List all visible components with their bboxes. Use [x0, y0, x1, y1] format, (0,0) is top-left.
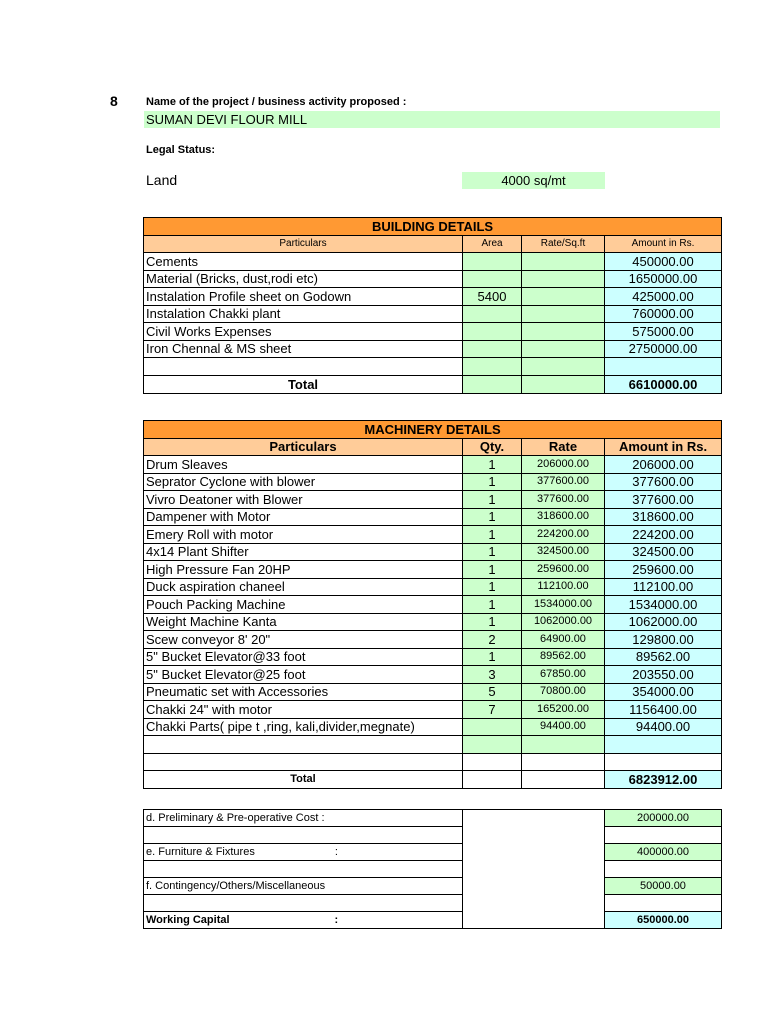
amount-cell: 1534000.00: [605, 596, 722, 614]
amount-cell: 575000.00: [605, 323, 722, 341]
amount-cell: 129800.00: [605, 631, 722, 649]
qty-cell: 1: [463, 561, 522, 579]
contingency-label: f. Contingency/Others/Miscellaneous: [144, 878, 463, 895]
qty-cell: 1: [463, 596, 522, 614]
rate-cell: 112100.00: [522, 578, 605, 596]
qty-cell: 1: [463, 491, 522, 509]
machinery-total-rate: [522, 771, 605, 789]
qty-cell: 2: [463, 631, 522, 649]
col-particulars: Particulars: [144, 438, 463, 456]
table-row: [144, 683, 722, 701]
area-cell: [463, 253, 522, 271]
preliminary-amount: 200000.00: [605, 810, 722, 827]
building-total-rate: [522, 375, 605, 393]
table-row: [144, 736, 722, 754]
amount-cell: 1650000.00: [605, 270, 722, 288]
amount-cell: 377600.00: [605, 473, 722, 491]
amount-cell: 2750000.00: [605, 340, 722, 358]
blank-cell: [605, 861, 722, 878]
furniture-label: e. Furniture & Fixtures: [146, 845, 255, 858]
rate-cell: [522, 270, 605, 288]
amount-cell: 94400.00: [605, 718, 722, 736]
item-number: 8: [110, 93, 118, 109]
particular-cell: Cements: [144, 253, 463, 271]
particular-cell: Pneumatic set with Accessories: [144, 683, 463, 701]
furniture-colon: :: [334, 845, 338, 858]
amount-cell: [605, 736, 722, 754]
table-row: [144, 340, 722, 358]
particular-cell: Dampener with Motor: [144, 508, 463, 526]
amount-cell: 1156400.00: [605, 701, 722, 719]
particular-cell: Duck aspiration chaneel: [144, 578, 463, 596]
area-cell: [463, 358, 522, 376]
rate-cell: 318600.00: [522, 508, 605, 526]
machinery-total-qty: [463, 771, 522, 789]
amount-cell: 1062000.00: [605, 613, 722, 631]
working-capital-colon: :: [334, 913, 339, 926]
table-row: [144, 718, 722, 736]
rate-cell: 165200.00: [522, 701, 605, 719]
table-row: [144, 596, 722, 614]
area-cell: [463, 340, 522, 358]
col-particulars: Particulars: [144, 235, 463, 253]
qty-cell: 1: [463, 473, 522, 491]
project-name: SUMAN DEVI FLOUR MILL: [144, 111, 720, 128]
table-row: [144, 491, 722, 509]
particular-cell: Chakki Parts( pipe t ,ring, kali,divider,megnate): [144, 718, 463, 736]
working-capital-label: Working Capital: [146, 913, 230, 926]
table-row: [144, 753, 722, 771]
rate-cell: 1534000.00: [522, 596, 605, 614]
particular-cell: Chakki 24" with motor: [144, 701, 463, 719]
rate-cell: 324500.00: [522, 543, 605, 561]
table-row: [144, 613, 722, 631]
rate-cell: 67850.00: [522, 666, 605, 684]
table-row: [144, 631, 722, 649]
amount-cell: 89562.00: [605, 648, 722, 666]
table-row: [144, 561, 722, 579]
furniture-row: [144, 844, 463, 861]
rate-cell: 70800.00: [522, 683, 605, 701]
table-row: [144, 305, 722, 323]
amount-cell: 318600.00: [605, 508, 722, 526]
qty-cell: 1: [463, 508, 522, 526]
col-qty: Qty.: [463, 438, 522, 456]
rate-cell: 89562.00: [522, 648, 605, 666]
rate-cell: [522, 340, 605, 358]
particular-cell: [144, 736, 463, 754]
particular-cell: Pouch Packing Machine: [144, 596, 463, 614]
particular-cell: Instalation Profile sheet on Godown: [144, 288, 463, 306]
particular-cell: 4x14 Plant Shifter: [144, 543, 463, 561]
blank-row: [144, 895, 463, 912]
qty-cell: 1: [463, 648, 522, 666]
table-row: [144, 648, 722, 666]
amount-cell: 760000.00: [605, 305, 722, 323]
qty-cell: 1: [463, 613, 522, 631]
amount-cell: [605, 753, 722, 771]
qty-cell: 7: [463, 701, 522, 719]
particular-cell: Drum Sleaves: [144, 456, 463, 474]
amount-cell: [605, 358, 722, 376]
legal-status-label: Legal Status:: [146, 144, 216, 156]
table-row: [144, 543, 722, 561]
misc-spacer: [463, 810, 605, 929]
particular-cell: Instalation Chakki plant: [144, 305, 463, 323]
particular-cell: Material (Bricks, dust,rodi etc): [144, 270, 463, 288]
working-capital-row: [144, 912, 463, 929]
machinery-total-label: Total: [144, 771, 463, 789]
rate-cell: 206000.00: [522, 456, 605, 474]
amount-cell: 354000.00: [605, 683, 722, 701]
machinery-title: MACHINERY DETAILS: [144, 421, 722, 439]
particular-cell: Weight Machine Kanta: [144, 613, 463, 631]
working-capital-amount: 650000.00: [605, 912, 722, 929]
amount-cell: 206000.00: [605, 456, 722, 474]
particular-cell: Emery Roll with motor: [144, 526, 463, 544]
land-label: Land: [146, 172, 178, 188]
qty-cell: 1: [463, 578, 522, 596]
building-total-label: Total: [144, 375, 463, 393]
qty-cell: [463, 753, 522, 771]
rate-cell: 224200.00: [522, 526, 605, 544]
project-label: Name of the project / business activity proposed :: [146, 96, 407, 108]
table-row: [144, 526, 722, 544]
amount-cell: 377600.00: [605, 491, 722, 509]
building-total-area: [463, 375, 522, 393]
furniture-amount: 400000.00: [605, 844, 722, 861]
contingency-amount: 50000.00: [605, 878, 722, 895]
amount-cell: 259600.00: [605, 561, 722, 579]
land-value: 4000 sq/mt: [462, 172, 605, 189]
amount-cell: 224200.00: [605, 526, 722, 544]
col-rate: Rate/Sq.ft: [522, 235, 605, 253]
misc-costs-table: [143, 809, 722, 929]
particular-cell: [144, 358, 463, 376]
qty-cell: [463, 736, 522, 754]
particular-cell: Seprator Cyclone with blower: [144, 473, 463, 491]
table-row: [144, 473, 722, 491]
table-row: [144, 253, 722, 271]
amount-cell: 112100.00: [605, 578, 722, 596]
rate-cell: 94400.00: [522, 718, 605, 736]
blank-row: [144, 827, 463, 844]
table-row: [144, 288, 722, 306]
qty-cell: 1: [463, 543, 522, 561]
rate-cell: [522, 323, 605, 341]
blank-cell: [605, 895, 722, 912]
col-amount: Amount in Rs.: [605, 438, 722, 456]
rate-cell: [522, 305, 605, 323]
machinery-details-table: [143, 420, 722, 789]
area-cell: 5400: [463, 288, 522, 306]
particular-cell: Civil Works Expenses: [144, 323, 463, 341]
area-cell: [463, 305, 522, 323]
amount-cell: 203550.00: [605, 666, 722, 684]
col-amount: Amount in Rs.: [605, 235, 722, 253]
particular-cell: 5" Bucket Elevator@33 foot: [144, 648, 463, 666]
building-title: BUILDING DETAILS: [144, 218, 722, 236]
table-row: [144, 456, 722, 474]
rate-cell: [522, 253, 605, 271]
col-rate: Rate: [522, 438, 605, 456]
table-row: [144, 508, 722, 526]
amount-cell: 425000.00: [605, 288, 722, 306]
building-details-table: [143, 217, 722, 394]
qty-cell: 1: [463, 526, 522, 544]
blank-cell: [605, 827, 722, 844]
rate-cell: [522, 753, 605, 771]
particular-cell: 5" Bucket Elevator@25 foot: [144, 666, 463, 684]
rate-cell: 377600.00: [522, 473, 605, 491]
qty-cell: 3: [463, 666, 522, 684]
rate-cell: 64900.00: [522, 631, 605, 649]
table-row: [144, 270, 722, 288]
table-row: [144, 323, 722, 341]
qty-cell: [463, 718, 522, 736]
amount-cell: 450000.00: [605, 253, 722, 271]
particular-cell: High Pressure Fan 20HP: [144, 561, 463, 579]
rate-cell: 1062000.00: [522, 613, 605, 631]
amount-cell: 324500.00: [605, 543, 722, 561]
rate-cell: [522, 358, 605, 376]
rate-cell: 377600.00: [522, 491, 605, 509]
qty-cell: 5: [463, 683, 522, 701]
col-area: Area: [463, 235, 522, 253]
particular-cell: Vivro Deatoner with Blower: [144, 491, 463, 509]
preliminary-label: d. Preliminary & Pre-operative Cost :: [144, 810, 463, 827]
table-row: [144, 701, 722, 719]
area-cell: [463, 323, 522, 341]
rate-cell: 259600.00: [522, 561, 605, 579]
particular-cell: Iron Chennal & MS sheet: [144, 340, 463, 358]
table-row: [144, 666, 722, 684]
qty-cell: 1: [463, 456, 522, 474]
rate-cell: [522, 736, 605, 754]
particular-cell: [144, 753, 463, 771]
machinery-total-amount: 6823912.00: [605, 771, 722, 789]
area-cell: [463, 270, 522, 288]
table-row: [144, 358, 722, 376]
building-total-amount: 6610000.00: [605, 375, 722, 393]
blank-row: [144, 861, 463, 878]
particular-cell: Scew conveyor 8' 20": [144, 631, 463, 649]
rate-cell: [522, 288, 605, 306]
table-row: [144, 578, 722, 596]
